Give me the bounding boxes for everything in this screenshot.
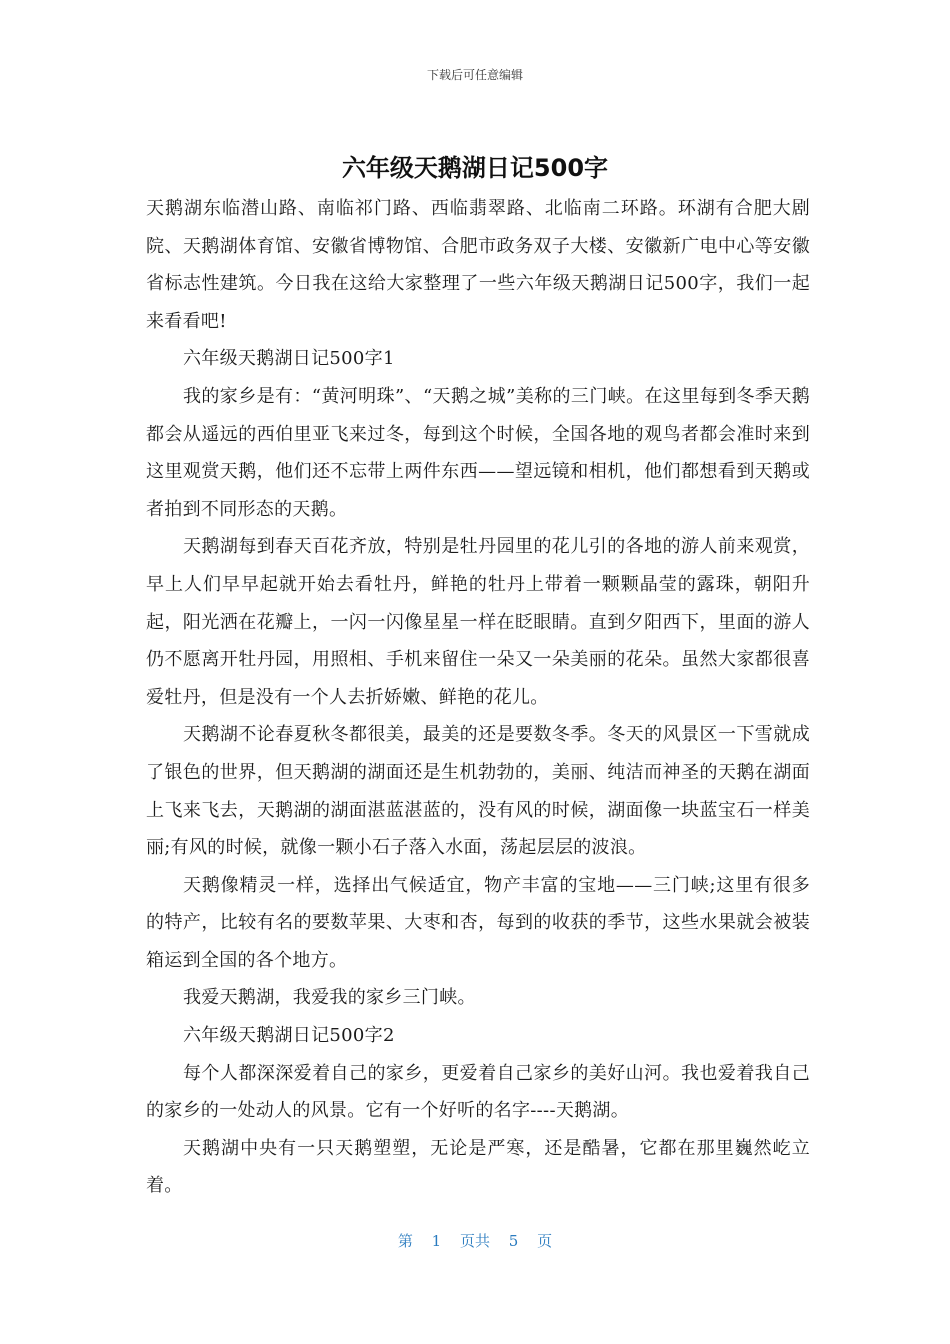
paragraph: 天鹅湖每到春天百花齐放，特别是牡丹园里的花儿引的各地的游人前来观赏，早上人们早早起就开始去看牡丹，鲜艳的牡丹上带着一颗颗晶莹的露珠，朝阳升起，阳光洒在花瓣上，一闪一闪像星星一样在眨眼睛。直到夕阳西下，里面的游人仍不愿离开牡丹园，用照相、手机来留住一朵又一朵美丽的花朵。虽然大家都很喜爱牡丹，但是没有一个人去折娇嫩、鲜艳的花儿。 bbox=[146, 536, 810, 708]
paragraph: 天鹅湖不论春夏秋冬都很美，最美的还是要数冬季。冬天的风景区一下雪就成了银色的世界，但天鹅湖的湖面还是生机勃勃的，美丽、纯洁而神圣的天鹅在湖面上飞来飞去，天鹅湖的湖面湛蓝湛蓝的，没有风的时候，湖面像一块蓝宝石一样美丽;有风的时候，就像一颗小石子落入水面，荡起层层的波浪。 bbox=[146, 724, 810, 859]
paragraph: 天鹅像精灵一样，选择出气候适宜，物产丰富的宝地——三门峡;这里有很多的特产，比较有名的要数苹果、大枣和杏，每到的收获的季节，这些水果就会被装箱运到全国的各个地方。 bbox=[146, 874, 810, 971]
document-title: 六年级天鹅湖日记500字 bbox=[341, 154, 609, 182]
header-note: 下载后可任意编辑 bbox=[426, 68, 523, 82]
section-heading-1: 六年级天鹅湖日记500字1 bbox=[183, 348, 395, 370]
section-heading-2: 六年级天鹅湖日记500字2 bbox=[183, 1025, 395, 1047]
paragraph-intro: 天鹅湖东临潜山路、南临祁门路、西临翡翠路、北临南二环路。环湖有合肥大剧院、天鹅湖体育馆、安徽省博物馆、合肥市政务双子大楼、安徽新广电中心等安徽省标志性建筑。今日我在这给大家整理了一些六年级天鹅湖日记500字，我们一起来看看吧! bbox=[146, 198, 810, 332]
document-body bbox=[146, 190, 810, 1205]
paragraph: 天鹅湖中央有一只天鹅塑塑，无论是严寒，还是酷暑，它都在那里巍然屹立着。 bbox=[146, 1137, 810, 1197]
paragraph: 我的家乡是有：“黄河明珠”、“天鹅之城”美称的三门峡。在这里每到冬季天鹅都会从遥远的西伯里亚飞来过冬，每到这个时候，全国各地的观鸟者都会准时来到这里观赏天鹅，他们还不忘带上两件东西——望远镜和相机，他们都想看到天鹅或者拍到不同形态的天鹅。 bbox=[146, 385, 810, 520]
page-footer: 第 1 页共 5 页 bbox=[397, 1232, 553, 1250]
paragraph: 我爱天鹅湖，我爱我的家乡三门峡。 bbox=[183, 987, 476, 1009]
paragraph: 每个人都深深爱着自己的家乡，更爱着自己家乡的美好山河。我也爱着我自己的家乡的一处动人的风景。它有一个好听的名字----天鹅湖。 bbox=[146, 1062, 810, 1122]
